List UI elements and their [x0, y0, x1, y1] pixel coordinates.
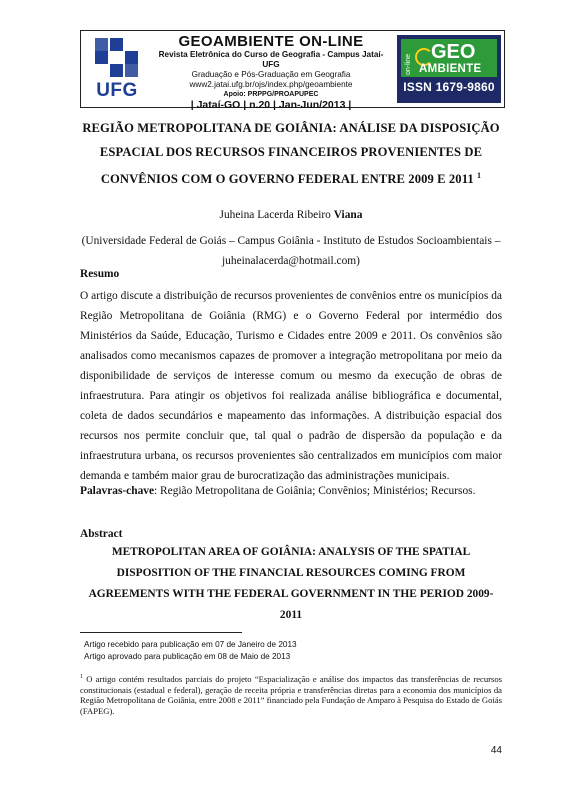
journal-info: [151, 33, 391, 112]
abstract-heading: Abstract: [80, 528, 123, 540]
abstract-title: METROPOLITAN AREA OF GOIÂNIA: ANALYSIS OF THE SPATIAL DISPOSITION OF THE FINANCIAL RESOURCES COMING FROM AGREEMENTS WITH THE FEDERAL GOVERNMENT IN THE PERIOD 2009-2011: [88, 546, 494, 621]
ufg-logo-square: [110, 38, 123, 51]
title-footnote-mark: 1: [477, 171, 482, 180]
footnote-divider: [80, 632, 242, 633]
ufg-logo-square: [95, 51, 108, 64]
geoambiente-ambiente-text: AMBIENTE: [419, 63, 482, 75]
journal-title: GEOAMBIENTE ON-LINE: [178, 33, 364, 50]
resumo-heading: Resumo: [80, 268, 120, 280]
geoambiente-logo: [397, 35, 501, 103]
footnote-mark: 1: [80, 674, 83, 680]
keywords-label: Palavras-chave: [80, 485, 155, 497]
author-surname: Viana: [333, 209, 363, 221]
journal-support: Apoio: PRPPG/PROAPUPEC: [223, 91, 319, 98]
author-name: [80, 208, 502, 222]
keywords: [80, 484, 502, 498]
ufg-logo-square: [125, 64, 138, 77]
footnote-1: [80, 672, 502, 717]
journal-subtitle: Revista Eletrônica do Curso de Geografia - Campus Jataí- UFG: [158, 50, 384, 69]
ufg-logo-square: [125, 51, 138, 64]
journal-issue: | Jataí-GO | n.20 | Jan-Jun/2013 |: [190, 99, 352, 111]
ufg-logo-text: UFG: [96, 80, 138, 101]
footnote-text: O artigo contém resultados parciais do projeto “Espacialização e análise dos impactos das transferências de recursos constitucionais (estadual e federal), geração de receita própria e transferências diretas para a economia dos municípios da Região Metropolitana de Goiânia, entre 2008 e 2011” financiado pela Fundação de Amparo à Pesquisa do Estado de Goiás (FAPEG).: [80, 673, 502, 717]
journal-program: Graduação e Pós-Graduação em Geografia: [191, 70, 351, 79]
journal-url: www2.jatai.ufg.br/ojs/index.php/geoambiente: [189, 80, 353, 89]
article-title-text: REGIÃO METROPOLITANA DE GOIÂNIA: ANÁLISE DA DISPOSIÇÃO ESPACIAL DOS RECURSOS FINANCEIROS PROVENIENTES DE CONVÊNIOS COM O GOVERNO FEDERAL ENTRE 2009 E 2011: [82, 121, 500, 187]
ufg-logo: [85, 36, 149, 104]
author-given-name: Juheina Lacerda Ribeiro: [219, 209, 331, 221]
keywords-text: : Região Metropolitana de Goiânia; Convênios; Ministérios; Recursos.: [154, 485, 476, 497]
geoambiente-logo-green-panel: [401, 39, 497, 77]
author-affiliation: (Universidade Federal de Goiás – Campus Goiânia - Instituto de Estudos Socioambientais – juheinalacerda@hotmail.com): [81, 235, 501, 267]
issn-text: ISSN 1679-9860: [403, 80, 495, 94]
ufg-logo-square: [95, 38, 108, 51]
resumo-text: O artigo discute a distribuição de recursos provenientes de convênios entre os municípios da Região Metropolitana de Goiânia (RMG) e o Governo Federal por intermédio dos Ministérios da Saúde, Educação, Turismo e Cidades entre 2009 e 2011. Os convênios são analisados como mecanismos capazes de promover a integração metropolitana por meio da disponibilidade de serviços de interesse comum ou mesmo da execução de obras de infraestrutura. Para atingir os objetivos foi realizada análise bibliográfica e documental, coleta de dados secundários e mapeamento das informações. A distribuição espacial dos recursos nos permite concluir que, tal qual o padrão de dispersão da população e da infraestrutura urbana, os recursos provenientes são centralizados em municípios com maior demanda e também maior grau de burocratização das administrações municipais.: [80, 290, 502, 482]
page-number: 44: [490, 745, 502, 756]
approved-date: Artigo aprovado para publicação em 08 de Maio de 2013: [84, 651, 291, 661]
geoambiente-geo-text: GEO: [431, 41, 476, 63]
journal-header: [80, 30, 505, 111]
ufg-logo-square: [110, 64, 123, 77]
footnote-dates: [84, 639, 297, 662]
geoambiente-online-text: on-line: [405, 53, 412, 75]
received-date: Artigo recebido para publicação em 07 de Janeiro de 2013: [84, 640, 297, 649]
article-title: [80, 117, 502, 192]
